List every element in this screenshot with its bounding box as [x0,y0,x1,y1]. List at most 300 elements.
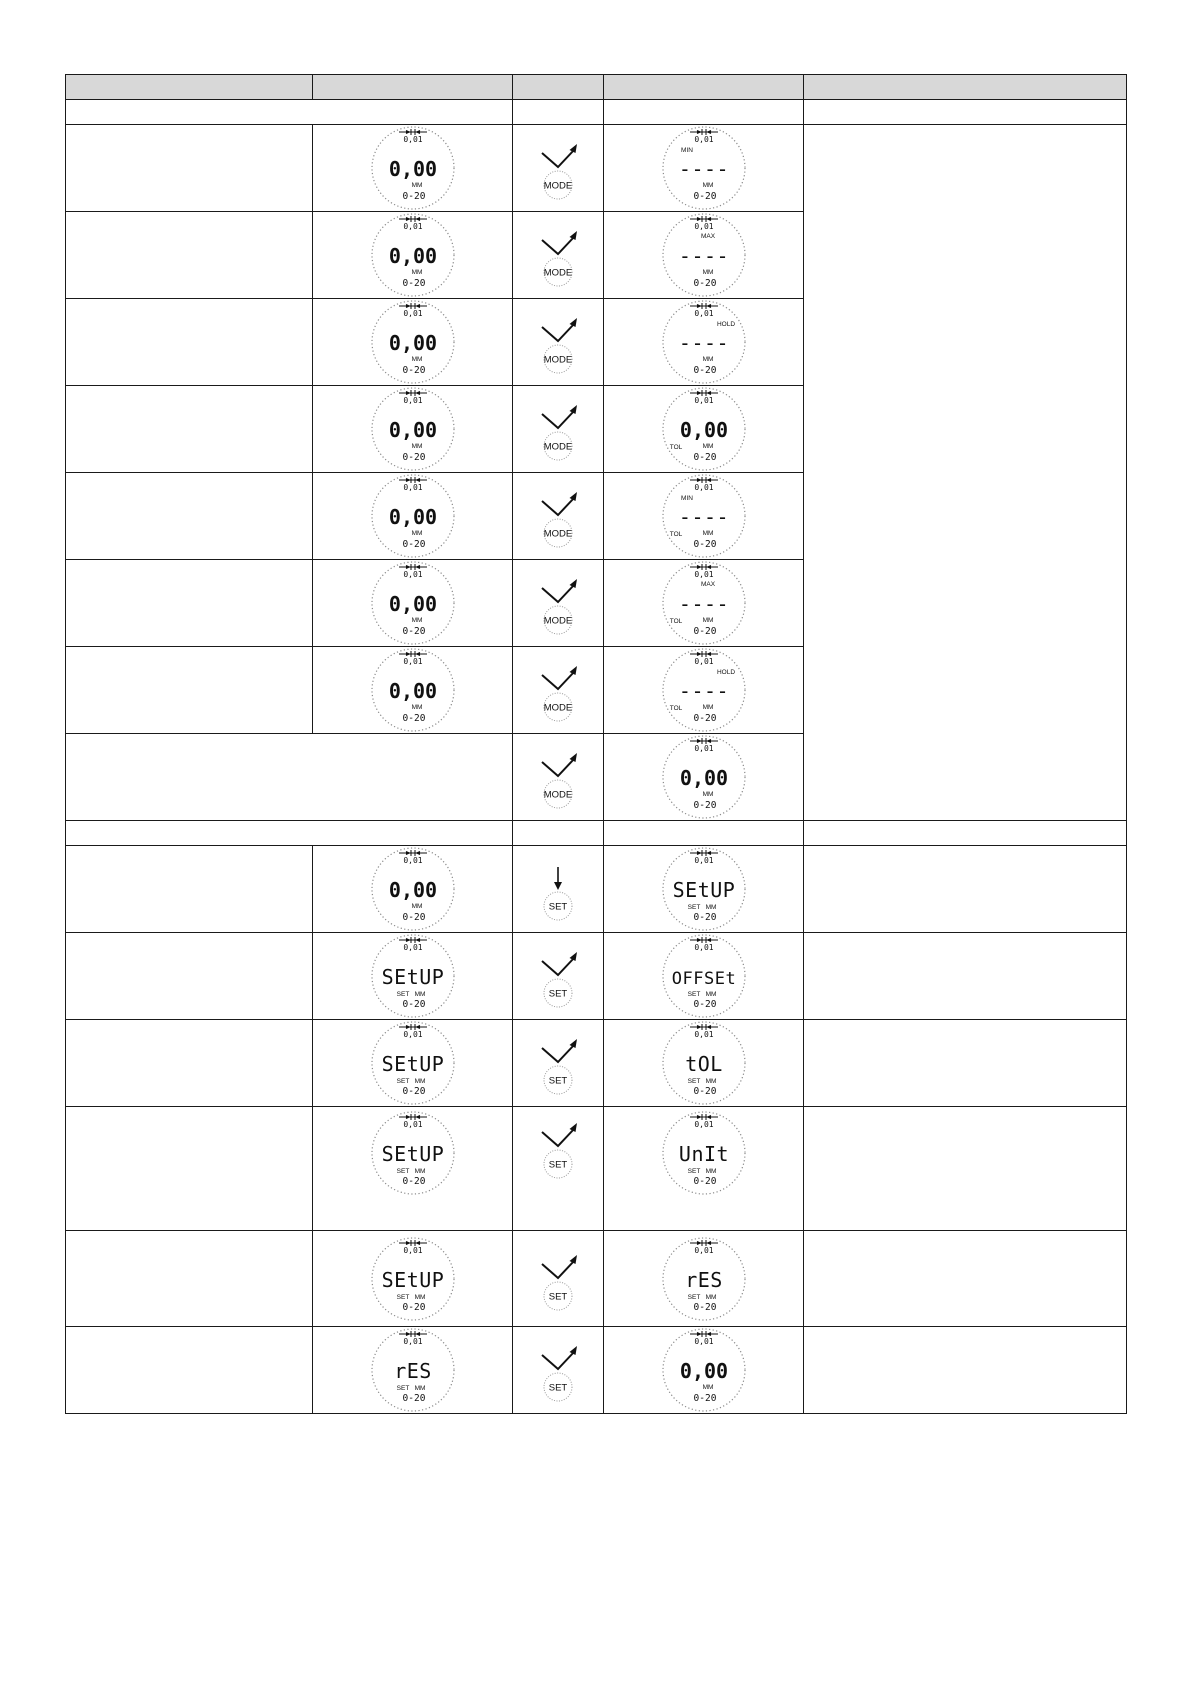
description-cell [66,734,513,821]
lcd-face [370,846,456,932]
notes-cell [804,1020,1127,1107]
lcd-display-before [370,299,456,385]
main-readout: SEtUP [381,965,444,989]
unit-indicator: MM [702,530,713,537]
notes-cell [804,846,1127,933]
lcd-face [370,125,456,211]
before-display-cell [313,1107,513,1231]
before-display-cell [313,473,513,560]
resolution-readout: 0,01 [693,222,714,231]
set-indicator: SET [396,991,409,998]
mode-indicator: MAX [700,233,715,240]
table-row [66,933,1127,1020]
unit-indicator: MM [702,704,713,711]
resolution-readout: 0,01 [693,943,714,952]
set-indicator: SET [396,1168,409,1175]
section-row-set [66,821,1127,846]
range-readout: 0-20 [693,626,716,637]
unit-indicator: MM [411,530,422,537]
main-readout: tOL [684,1052,723,1076]
lcd-display-before [370,846,456,932]
set-button-label: SET [548,1382,568,1394]
press-arrow-icon [542,1039,577,1062]
after-display-cell [604,647,804,734]
button-cell [513,933,604,1020]
notes-cell [804,933,1127,1020]
press-arrow-icon [542,231,577,254]
resolution-readout: 0,01 [402,396,423,405]
resolution-readout: 0,01 [402,943,423,952]
lcd-face [370,386,456,472]
mode-button[interactable] [515,737,601,817]
range-readout: 0-20 [693,365,716,376]
header-cell [513,75,604,100]
table-row [66,125,1127,212]
mode-button[interactable] [515,215,601,295]
mode-button[interactable] [515,128,601,208]
main-readout: ---- [678,505,729,529]
mode-button[interactable] [515,302,601,382]
main-readout: 0,00 [388,679,437,703]
set-indicator: SET [687,1168,700,1175]
mode-button-graphic [515,302,601,382]
lcd-face [370,1110,456,1196]
before-display-cell [313,933,513,1020]
unit-indicator: MM [411,617,422,624]
unit-indicator: MM [702,791,713,798]
unit-indicator: MM [411,704,422,711]
mode-button[interactable] [515,389,601,469]
description-cell [66,560,313,647]
after-display-cell [604,1020,804,1107]
set-button-label: SET [548,988,568,1000]
range-readout: 0-20 [402,626,425,637]
lcd-face [370,212,456,298]
description-cell [66,1020,313,1107]
mode-button-label: MODE [543,354,573,366]
range-readout: 0-20 [693,713,716,724]
set-indicator: SET [396,1078,409,1085]
section-cell [804,821,1127,846]
after-display-cell [604,473,804,560]
resolution-readout: 0,01 [693,309,714,318]
main-readout: UnIt [678,1142,729,1166]
lcd-face [661,933,747,1019]
header-cell [604,75,804,100]
unit-indicator: MM [411,269,422,276]
main-readout: SEtUP [381,1142,444,1166]
range-readout: 0-20 [693,1301,716,1313]
before-display-cell [313,560,513,647]
set-indicator: SET [396,1385,409,1392]
set-button-graphic [515,1239,601,1319]
before-display-cell [313,299,513,386]
lcd-face [370,933,456,1019]
table-row [66,1107,1127,1231]
header-cell [66,75,313,100]
section-cell [513,821,604,846]
unit-indicator: MM [414,991,425,998]
lcd-display-before [370,1236,456,1322]
tol-indicator: TOL [669,444,682,451]
main-readout: ---- [678,679,729,703]
main-readout: 0,00 [388,244,437,268]
lcd-display-after [661,734,747,820]
range-readout: 0-20 [693,800,716,811]
mode-button-graphic [515,737,601,817]
press-arrow-icon [542,1255,577,1278]
lcd-display-after [661,299,747,385]
main-readout: 0,00 [679,766,728,790]
lcd-display-before [370,1327,456,1413]
mode-indicator: MIN [680,147,693,154]
lcd-face [661,125,747,211]
range-readout: 0-20 [693,1086,716,1097]
unit-indicator: MM [414,1078,425,1085]
resolution-readout: 0,01 [693,1030,714,1039]
before-display-cell [313,386,513,473]
unit-indicator: MM [705,1168,716,1175]
after-display-cell [604,933,804,1020]
before-display-cell [313,212,513,299]
mode-button-label: MODE [543,702,573,714]
resolution-readout: 0,01 [693,1245,714,1255]
range-readout: 0-20 [402,912,425,923]
section-cell [804,100,1127,125]
press-arrow-icon [542,1123,577,1146]
lcd-display-before [370,933,456,1019]
main-readout: 0,00 [388,331,437,355]
press-arrow-icon [542,666,577,689]
set-indicator: SET [396,1293,409,1301]
section-cell [604,821,804,846]
unit-indicator: MM [702,443,713,450]
unit-indicator: MM [411,903,422,910]
range-readout: 0-20 [693,999,716,1010]
resolution-readout: 0,01 [402,135,423,144]
mode-button-graphic [515,128,601,208]
main-readout: ---- [678,592,729,616]
resolution-readout: 0,01 [693,744,714,753]
range-readout: 0-20 [402,1176,425,1187]
lcd-display-after [661,846,747,932]
description-cell [66,1327,313,1414]
lcd-display-before [370,1020,456,1106]
set-button-graphic [515,849,601,929]
section-cell [513,100,604,125]
button-cell [513,473,604,560]
table-row [66,846,1127,933]
button-cell [513,647,604,734]
main-readout: 0,00 [388,157,437,181]
press-arrow-icon [542,1346,577,1369]
unit-indicator: MM [702,356,713,363]
unit-indicator: MM [705,1293,716,1301]
set-button[interactable] [515,849,601,929]
lcd-face [661,386,747,472]
before-display-cell [313,1327,513,1414]
mode-button-label: MODE [543,267,573,279]
resolution-readout: 0,01 [693,396,714,405]
mode-button[interactable] [515,563,601,643]
lcd-face [661,846,747,932]
lcd-display-before [370,1110,456,1196]
before-display-cell [313,846,513,933]
after-display-cell [604,1327,804,1414]
resolution-readout: 0,01 [402,309,423,318]
main-readout: OFFSEt [671,969,736,989]
after-display-cell [604,212,804,299]
main-readout: SEtUP [381,1052,444,1076]
resolution-readout: 0,01 [693,570,714,579]
mode-button-graphic [515,563,601,643]
tol-indicator: TOL [669,705,682,712]
main-readout: SEtUP [381,1267,444,1292]
unit-indicator: MM [414,1385,425,1392]
main-readout: 0,00 [679,1359,728,1383]
lcd-display-after [661,473,747,559]
unit-indicator: MM [411,443,422,450]
after-display-cell [604,1107,804,1231]
set-button[interactable] [515,1023,601,1103]
resolution-readout: 0,01 [402,570,423,579]
lcd-display-after [661,647,747,733]
set-indicator: SET [687,1293,700,1301]
lcd-face [661,299,747,385]
lcd-face [370,1327,456,1413]
button-cell [513,560,604,647]
mode-button-graphic [515,476,601,556]
tol-indicator: TOL [669,531,682,538]
set-button[interactable] [515,1239,601,1319]
section-cell [66,100,513,125]
unit-indicator: MM [411,356,422,363]
resolution-readout: 0,01 [402,483,423,492]
press-arrow-icon [542,492,577,515]
main-readout: ---- [678,331,729,355]
lcd-face [370,1236,456,1322]
mode-button-graphic [515,389,601,469]
main-readout: rES [393,1359,432,1383]
description-cell [66,473,313,560]
button-cell [513,734,604,821]
button-cell [513,1231,604,1327]
lcd-display-before [370,125,456,211]
button-cell [513,125,604,212]
range-readout: 0-20 [693,452,716,463]
mode-indicator: MAX [700,581,715,588]
range-readout: 0-20 [693,278,716,289]
description-cell [66,647,313,734]
lcd-face [661,1236,747,1322]
lcd-face [370,299,456,385]
unit-indicator: MM [702,617,713,624]
main-readout: 0,00 [388,592,437,616]
procedure-table [65,74,1127,1414]
unit-indicator: MM [702,1384,713,1391]
resolution-readout: 0,01 [693,135,714,144]
unit-indicator: MM [702,269,713,276]
mode-indicator: HOLD [716,669,735,676]
set-button-label: SET [548,1291,568,1302]
press-arrow-icon [542,579,577,602]
lcd-face [370,473,456,559]
lcd-display-before [370,473,456,559]
main-readout: ---- [678,244,729,268]
lcd-display-after [661,1236,747,1322]
lcd-display-after [661,933,747,1019]
mode-button[interactable] [515,476,601,556]
press-arrow-icon [542,753,577,776]
set-button-label: SET [548,1075,568,1087]
main-readout: rES [684,1267,723,1292]
lcd-display-after [661,1020,747,1106]
lcd-display-after [661,125,747,211]
set-indicator: SET [687,991,700,998]
press-arrow-icon [542,952,577,975]
range-readout: 0-20 [693,1393,716,1404]
after-display-cell [604,386,804,473]
set-indicator: SET [687,1078,700,1085]
range-readout: 0-20 [402,1301,425,1313]
resolution-readout: 0,01 [402,856,423,865]
mode-button-label: MODE [543,441,573,453]
notes-cell [804,1327,1127,1414]
main-readout: ---- [678,157,729,181]
range-readout: 0-20 [402,365,425,376]
range-readout: 0-20 [402,1393,425,1404]
lcd-display-after [661,560,747,646]
range-readout: 0-20 [402,278,425,289]
lcd-face [661,1110,747,1196]
mode-button-label: MODE [543,180,573,192]
range-readout: 0-20 [402,713,425,724]
button-cell [513,299,604,386]
resolution-readout: 0,01 [402,1245,423,1255]
lcd-face [661,734,747,820]
description-cell [66,212,313,299]
lcd-face [661,1327,747,1413]
mode-indicator: HOLD [716,321,735,328]
section-row-mode [66,100,1127,125]
resolution-readout: 0,01 [693,1337,714,1346]
button-cell [513,212,604,299]
set-button-graphic [515,1330,601,1410]
lcd-face [661,560,747,646]
notes-cell [804,125,1127,821]
unit-indicator: MM [414,1293,425,1301]
after-display-cell [604,1231,804,1327]
mode-button-label: MODE [543,528,573,540]
resolution-readout: 0,01 [693,483,714,492]
range-readout: 0-20 [693,539,716,550]
description-cell [66,299,313,386]
description-cell [66,386,313,473]
press-arrow-icon [542,144,577,167]
unit-indicator: MM [705,1078,716,1085]
main-readout: 0,00 [388,418,437,442]
set-button[interactable] [515,1330,601,1410]
main-readout: SEtUP [672,878,735,902]
lcd-display-after [661,386,747,472]
table-row [66,1231,1127,1327]
mode-button-graphic [515,650,601,730]
lcd-display-after [661,1110,747,1196]
set-button-graphic [515,1107,601,1187]
press-arrow-icon [542,318,577,341]
resolution-readout: 0,01 [402,657,423,666]
header-cell [313,75,513,100]
main-readout: 0,00 [388,505,437,529]
set-indicator: SET [687,904,700,911]
lcd-display-before [370,386,456,472]
lcd-face [370,647,456,733]
notes-cell [804,1231,1127,1327]
before-display-cell [313,1020,513,1107]
button-cell [513,846,604,933]
after-display-cell [604,846,804,933]
notes-cell [804,1107,1127,1231]
range-readout: 0-20 [402,1086,425,1097]
lcd-face [661,647,747,733]
unit-indicator: MM [702,182,713,189]
tol-indicator: TOL [669,618,682,625]
button-cell [513,386,604,473]
lcd-face [661,473,747,559]
main-readout: 0,00 [679,418,728,442]
description-cell [66,1107,313,1231]
button-cell [513,1327,604,1414]
description-cell [66,125,313,212]
resolution-readout: 0,01 [402,1337,423,1346]
range-readout: 0-20 [402,452,425,463]
mode-button-label: MODE [543,615,573,627]
before-display-cell [313,125,513,212]
lcd-display-after [661,1327,747,1413]
button-cell [513,1107,604,1231]
set-button[interactable] [515,936,601,1016]
mode-button-graphic [515,215,601,295]
lcd-display-before [370,560,456,646]
lcd-display-before [370,212,456,298]
resolution-readout: 0,01 [693,1120,714,1129]
mode-indicator: MIN [680,495,693,502]
set-button-label: SET [548,1159,568,1171]
after-display-cell [604,734,804,821]
main-readout: 0,00 [388,878,437,902]
after-display-cell [604,299,804,386]
after-display-cell [604,560,804,647]
after-display-cell [604,125,804,212]
range-readout: 0-20 [693,191,716,202]
arrow-down-icon [554,867,562,890]
mode-button-label: MODE [543,789,573,801]
unit-indicator: MM [705,991,716,998]
before-display-cell [313,647,513,734]
resolution-readout: 0,01 [402,1120,423,1129]
mode-button[interactable] [515,650,601,730]
resolution-readout: 0,01 [693,856,714,865]
range-readout: 0-20 [402,539,425,550]
set-button[interactable] [515,1107,601,1187]
lcd-face [661,1020,747,1106]
range-readout: 0-20 [693,1176,716,1187]
range-readout: 0-20 [693,912,716,923]
range-readout: 0-20 [402,191,425,202]
description-cell [66,846,313,933]
table-row [66,1327,1127,1414]
description-cell [66,1231,313,1327]
